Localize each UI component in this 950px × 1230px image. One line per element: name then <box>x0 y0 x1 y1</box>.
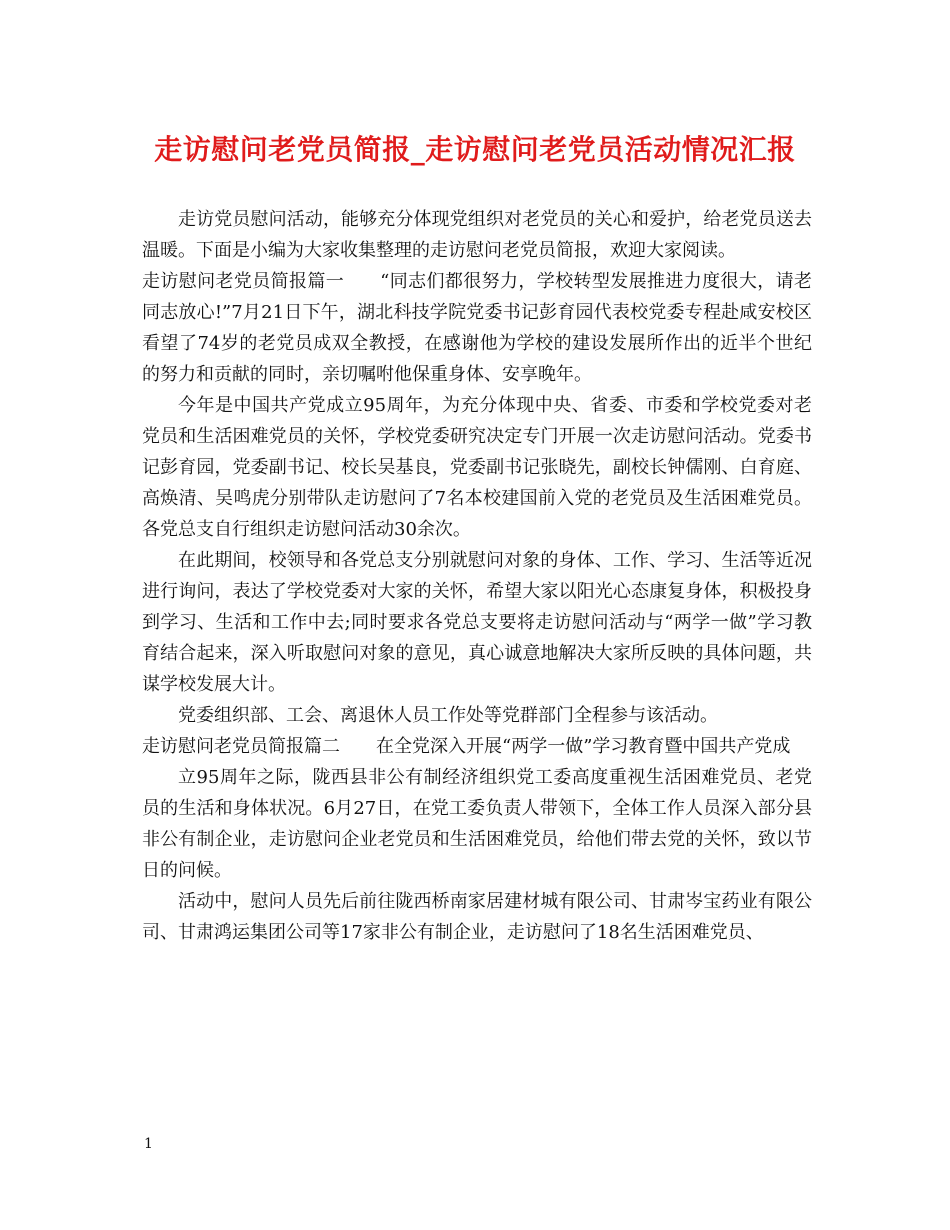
section-1-block <box>142 266 812 390</box>
document-body <box>142 204 812 948</box>
body-paragraph: 今年是中国共产党成立95周年，为充分体现中央、省委、市委和学校党委对老党员和生活困难党员的关怀，学校党委研究决定专门开展一次走访慰问活动。党委书记彭育园，党委副书记、校长吴基良，党委副书记张晓先，副校长钟儒刚、白育庭、高焕清、吴鸣虎分别带队走访慰问了7名本校建国前入党的老党员及生活困难党员。各党总支自行组织走访慰问活动30余次。 <box>142 395 812 540</box>
document-title: 走访慰问老党员简报_走访慰问老党员活动情况汇报 <box>154 133 796 166</box>
body-paragraph: 在此期间，校领导和各党总支分别就慰问对象的身体、工作、学习、生活等近况进行询问，表达了学校党委对大家的关怀，希望大家以阳光心态康复身体，积极投身到学习、生活和工作中去;同时要求各党总支要将走访慰问活动与“两学一做”学习教育结合起来，深入听取慰问对象的意见，真心诚意地解决大家所反映的具体问题，共谋学校发展大计。 <box>142 550 812 695</box>
body-paragraph: 活动中，慰问人员先后前往陇西桥南家居建材城有限公司、甘肃岑宝药业有限公司、甘肃鸿运集团公司等17家非公有制企业，走访慰问了18名生活困难党员、 <box>142 891 812 943</box>
section-1-text: “同志们都很努力，学校转型发展推进力度很大，请老同志放心!”7月21日下午，湖北科技学院党委书记彭育园代表校党委专程赴咸安校区看望了74岁的老党员成双全教授，在感谢他为学校的建设发展所作出的近半个世纪的努力和贡献的同时，亲切嘱咐他保重身体、安享晚年。 <box>142 271 812 385</box>
intro-paragraph: 走访党员慰问活动，能够充分体现党组织对老党员的关心和爱护，给老党员送去温暖。下面是小编为大家收集整理的走访慰问老党员简报，欢迎大家阅读。 <box>142 209 812 261</box>
section-1-label: 走访慰问老党员简报篇一 <box>142 271 345 292</box>
section-2-text: 在全党深入开展“两学一做”学习教育暨中国共产党成 <box>376 736 791 757</box>
page-number: 1 <box>144 1136 153 1152</box>
body-paragraph: 党委组织部、工会、离退休人员工作处等党群部门全程参与该活动。 <box>178 705 718 726</box>
section-2-block <box>142 731 812 762</box>
section-2-label: 走访慰问老党员简报篇二 <box>142 736 340 757</box>
body-paragraph: 立95周年之际，陇西县非公有制经济组织党工委高度重视生活困难党员、老党员的生活和身体状况。6月27日，在党工委负责人带领下，全体工作人员深入部分县非公有制企业，走访慰问企业老党员和生活困难党员，给他们带去党的关怀，致以节日的问候。 <box>142 767 812 881</box>
